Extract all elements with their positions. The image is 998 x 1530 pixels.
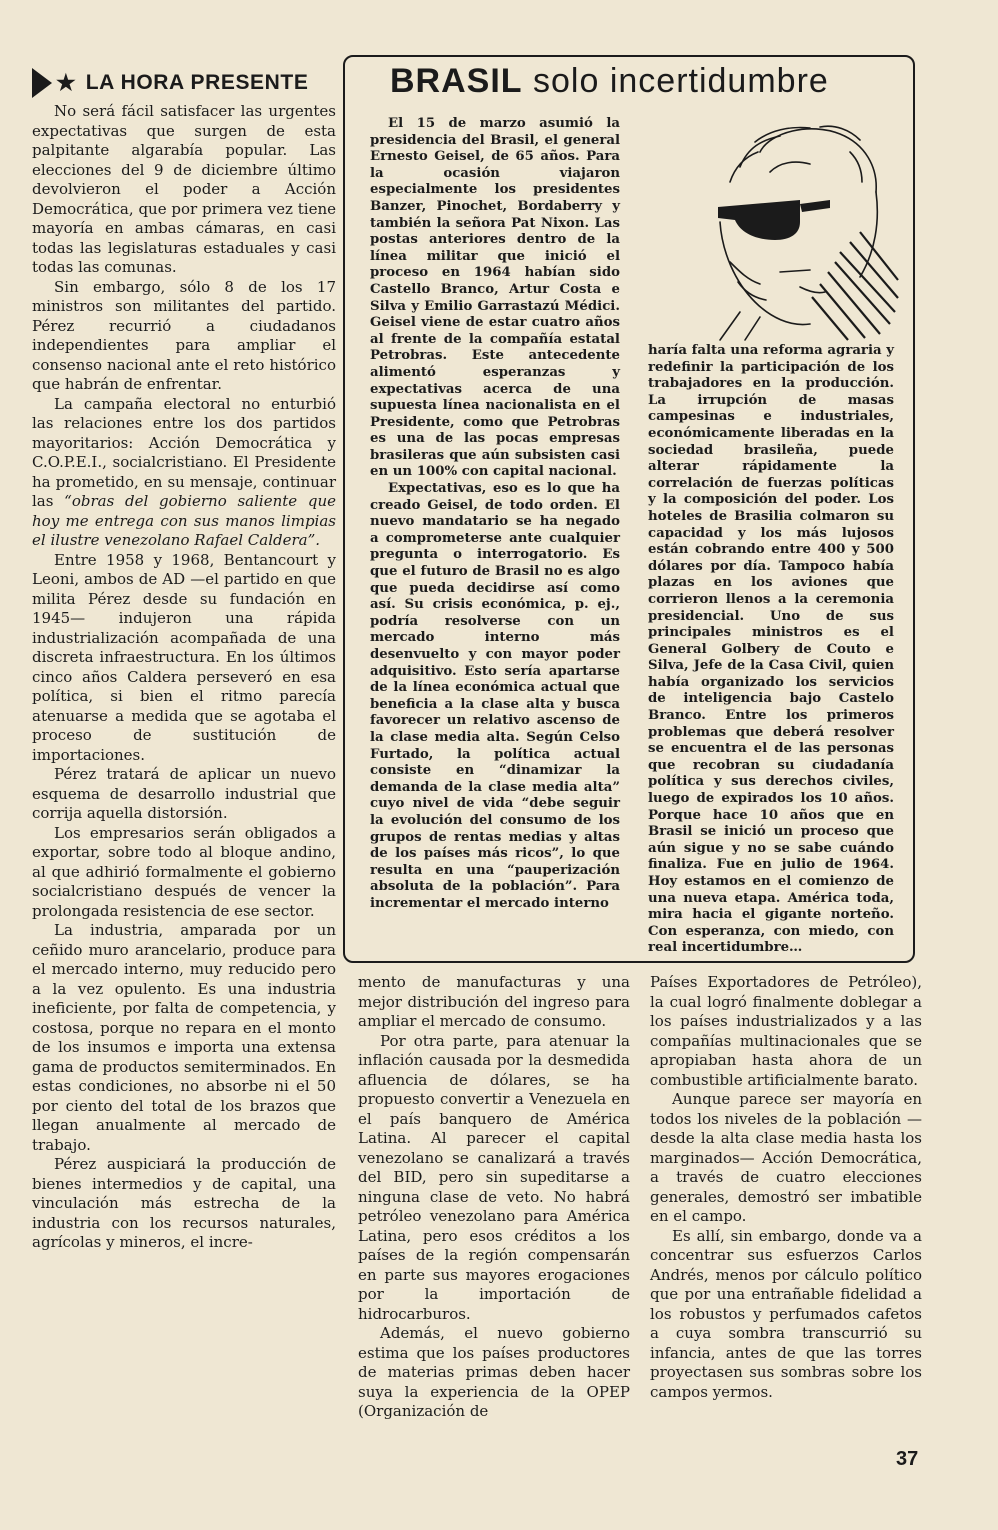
paragraph: Además, el nuevo gobierno estima que los países productores de materias primas deben hacer suya la experiencia de la OPEP (Organización de (358, 1324, 630, 1420)
paragraph: Países Exportadores de Petróleo), la cual logró finalmente doblegar a los países industrializados y a las compañías multinacionales que se apropiaban hasta ahora de un combustible artificialmente barato. (650, 973, 922, 1089)
paragraph: mento de manufacturas y una mejor distribución del ingreso para ampliar el mercado de consumo. (358, 973, 630, 1030)
paragraph-text: La campaña electoral no enturbió las relaciones entre los dos partidos mayoritarios: Acción Democrática y C.O.P.E.I., socialcristiano. El Presidente ha prometido, en su mensaje, continuar las (32, 394, 336, 510)
box-title-rest: solo incertidumbre (522, 62, 829, 100)
paragraph: El 15 de marzo asumió la presidencia del Brasil, el general Ernesto Geisel, de 65 años. Para la ocasión viajaron especialmente los presidentes Banzer, Pinochet, Bordaberry y también la señora Pat Nixon. Las postas anteriores dentro de la línea militar que inició el proceso en 1964 habían sido Castello Branco, Artur Costa e Silva y Emilio Garrastazú Médici. Geisel viene de estar cuatro años al frente de la compañía estatal Petrobras. Este antecedente alimentó esperanzas y expectativas acerca de una supuesta línea nacionalista en el Presidente, como que Petrobras es una de las pocas empresas brasileras que aún subsisten casi en un 100% con capital nacional. (370, 116, 620, 480)
star-icon: ★ (56, 70, 76, 95)
paragraph: Entre 1958 y 1968, Bentancourt y Leoni, ambos de AD —el partido en que milita Pérez desde su fundación en 1945— indujeron una rápida industrialización acompañada de una discreta infraestructura. En los últimos cinco años Caldera perseveró en esa política, si bien el ritmo parecía atenuarse a medida que se agotaba el proceso de sustitución de importaciones. (32, 550, 336, 764)
quote-text: “obras del gobierno saliente que hoy me entrega con sus manos limpias el ilustre venezolano Rafael Caldera”. (32, 492, 336, 549)
paragraph: Es allí, sin embargo, donde va a concentrar sus esfuerzos Carlos Andrés, menos por cálculo político que por una entrañable fidelidad a los robustos y perfumados cafetos a cuya sombra transcurrió su infancia, antes de que las torres proyectasen sus sombras sobre los campos yermos. (650, 1226, 922, 1401)
box-title-bold: BRASIL (390, 62, 523, 100)
paragraph: Aunque parece ser mayoría en todos los niveles de la población —desde la alta clase media hasta los marginados— Acción Democrática, a través de cuatro elecciones generales, demostró ser imbatible en el campo. (650, 1090, 922, 1225)
box-column-2 (648, 343, 894, 957)
paragraph: Expectativas, eso es lo que ha creado Geisel, de todo orden. El nuevo mandatario se ha negado a comprometerse ante cualquier pregunta o interrogatorio. Es que el futuro de Brasil no es algo que pueda decidirse así como así. Su crisis económica, p. ej., podría resolverse con un mercado interno más desenvuelto y con mayor poder adquisitivo. Esto sería apartarse de la línea económica actual que beneficia a la clase alta y busca favorecer un relativo ascenso de la clase media alta. Según Celso Furtado, la política actual consiste en “dinamizar la demanda de la clase media alta” cuyo nivel de vida “debe seguir la evolución del consumo de los grupos de rentas medias y altas de los países más ricos”, lo que resulta en una “pauperización absoluta de la población”. Para incrementar el mercado interno (370, 481, 620, 911)
paragraph: Los empresarios serán obligados a exportar, sobre todo al bloque andino, al que adhirió formalmente el gobierno socialcristiano después de vencer la prolongada resistencia de ese sector. (32, 823, 336, 920)
paragraph: Por otra parte, para atenuar la inflación causada por la desmedida afluencia de dólares, se ha propuesto convertir a Venezuela en el país banquero de América Latina. Al parecer el capital venezolano se canalizará a través del BID, pero sin supeditarse a ninguna clase de veto. No habrá petróleo venezolano para América Latina, pero esos créditos a los países de la región compensarán en parte sus mayores erogaciones por la importación de hidrocarburos. (358, 1031, 630, 1323)
left-column (32, 66, 336, 1253)
section-heading (32, 66, 336, 100)
caricature-portrait-icon (700, 112, 900, 342)
box-column-1 (370, 116, 620, 913)
box-title (390, 62, 890, 101)
paragraph: haría falta una reforma agraria y redefinir la participación de los trabajadores en la producción. La irrupción de masas campesinas e industriales, económicamente liberadas en la sociedad brasileña, puede alterar rápidamente la correlación de fuerzas políticas y la composición del poder. Los hoteles de Brasilia colmaron su capacidad y los más lujosos están cobrando entre 400 y 500 dólares por día. Tampoco había plazas en los aviones que corrieron llenos a la ceremonia presidencial. Uno de sus principales ministros es el General Golbery de Couto e Silva, Jefe de la Casa Civil, quien había organizado los servicios de inteligencia bajo Castelo Branco. Entre los primeros problemas que deberá resolver se encuentra el de las personas que recobran su ciudadanía política y sus derechos civiles, luego de expirados los 10 años. Porque hace 10 años que en Brasil se inició un proceso que aún sigue y no se sabe cuándo finaliza. Fue en julio de 1964. Hoy estamos en el comienzo de una nueva etapa. América toda, mira hacia el gigante norteño. Con esperanza, con miedo, con real incertidumbre… (648, 343, 894, 956)
middle-column (358, 973, 630, 1422)
paragraph (32, 395, 336, 551)
page-number: 37 (896, 1448, 919, 1470)
paragraph: Pérez auspiciará la producción de bienes intermedios y de capital, una vinculación más estrecha de la industria con los recursos naturales, agrícolas y mineros, el incre- (32, 1155, 336, 1251)
right-column (650, 973, 922, 1402)
paragraph: La industria, amparada por un ceñido muro arancelario, produce para el mercado interno, muy reducido pero a la vez opulento. Es una industria ineficiente, por falta de competencia, y costosa, porque no repara en el monto de los insumos e importa una extensa gama de productos semiterminados. En estas condiciones, no absorbe ni el 50 por ciento del total de los brazos que llegan anualmente al mercado de trabajo. (32, 921, 336, 1154)
left-article-body (32, 102, 336, 1253)
paragraph: Sin embargo, sólo 8 de los 17 ministros son militantes del partido. Pérez recurrió a ciudadanos independientes para ampliar el consenso nacional ante el reto histórico que habrán de enfrentar. (32, 277, 336, 393)
paragraph: Pérez tratará de aplicar un nuevo esquema de desarrollo industrial que corrija aquella distorsión. (32, 765, 336, 822)
heading-text: LA HORA PRESENTE (85, 71, 309, 94)
triangle-arrow-icon (32, 68, 52, 98)
paragraph: No será fácil satisfacer las urgentes expectativas que surgen de esta palpitante algarabía popular. Las elecciones del 9 de diciembre último devolvieron el poder a Acción Democrática, que por primera vez tiene mayoría en ambas cámaras, en casi todas las legislaturas estaduales y casi todas las comunas. (32, 102, 336, 276)
